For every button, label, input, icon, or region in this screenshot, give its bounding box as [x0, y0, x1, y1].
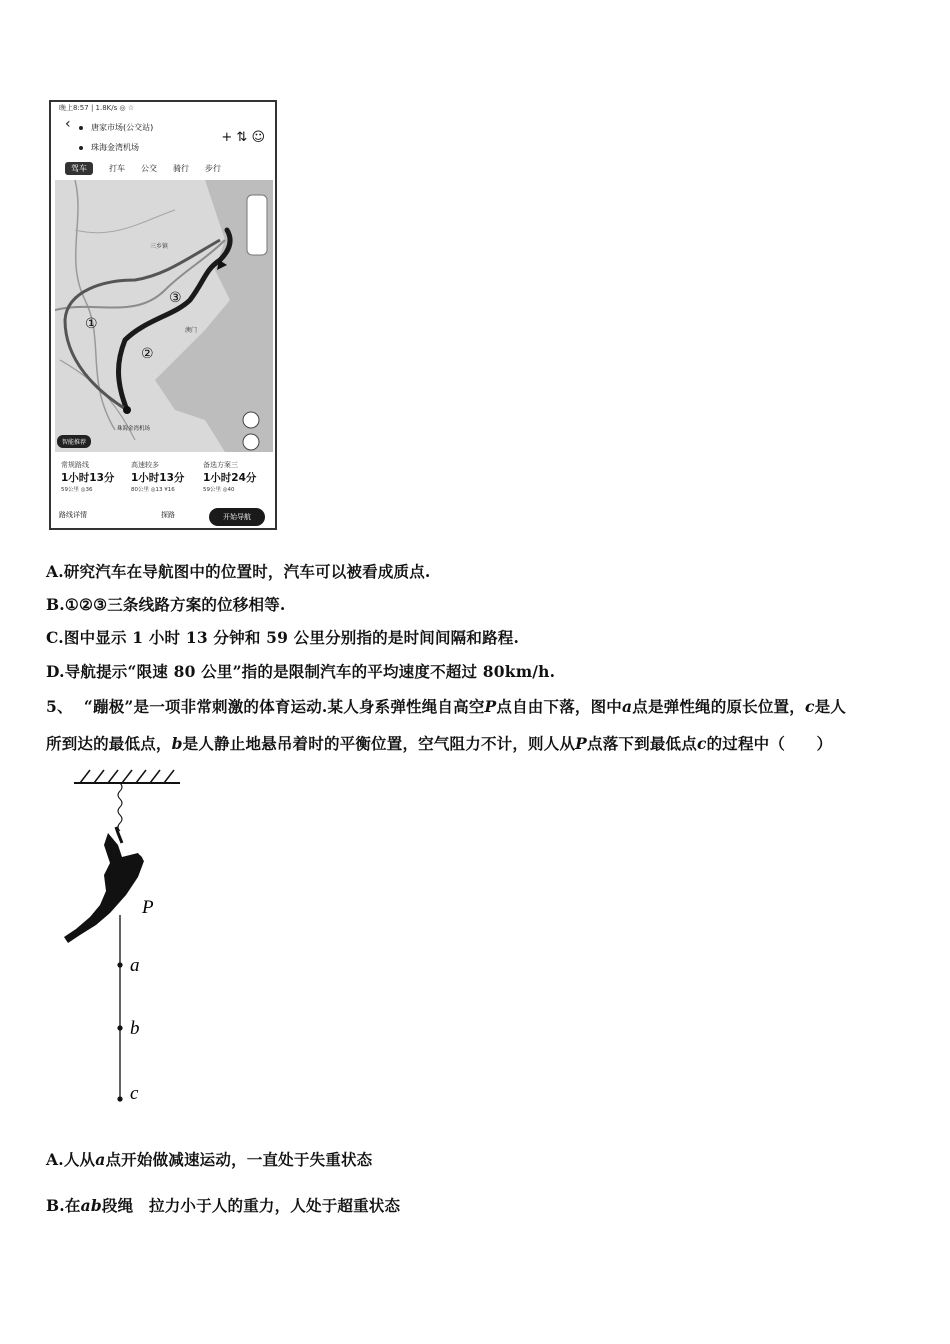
plan-meta: 59公里 ◎40	[203, 487, 235, 493]
map-label-airport: 珠海金湾机场	[117, 426, 151, 432]
answer-b: B.在ab段绳 拉力小于人的重力，人处于超重状态	[46, 1196, 401, 1215]
explore-link: 探路	[161, 511, 175, 519]
question-5-line-2: 所到达的最低点，b是人静止地悬吊着时的平衡位置，空气阻力不计，则人从P点落下到最低点c的过程中（ ）	[46, 734, 833, 753]
plan-meta: 80公里 ◎13 ¥16	[131, 487, 175, 493]
map-drawing	[55, 180, 273, 452]
route-1-marker: ①	[85, 316, 98, 332]
plan-1	[61, 460, 114, 493]
smart-recommend-badge: 智能推荐	[57, 435, 91, 448]
answer-a: A.人从a点开始做减速运动，一直处于失重状态	[46, 1150, 373, 1169]
destination-dot	[79, 146, 83, 150]
label-b: b	[130, 1018, 140, 1039]
route-3-marker: ③	[169, 290, 182, 306]
route-map	[55, 180, 273, 452]
plan-tag: 高速较多	[131, 461, 159, 469]
tab-bike: 骑行	[173, 164, 189, 173]
question-5-line-1: 5、 “蹦极”是一项非常刺激的体育运动.某人身系弹性绳自高空P点自由下落，图中a点是弹性绳的原长位置，c是人	[46, 697, 846, 716]
route-detail-link: 路线详情	[59, 511, 87, 519]
plan-tag: 备选方案三	[203, 461, 238, 469]
status-bar: 晚上8:57 | 1.8K/s ◎ ☆	[59, 104, 135, 112]
label-a: a	[130, 955, 140, 976]
label-c: c	[130, 1083, 139, 1104]
tab-walk: 步行	[205, 164, 221, 173]
route-2-marker: ②	[141, 346, 154, 362]
plan-duration: 1小时13分	[61, 472, 115, 484]
map-label-macau: 澳门	[185, 327, 198, 334]
plan-meta: 59公里 ◎36	[61, 487, 93, 493]
tab-taxi: 打车	[109, 164, 125, 173]
destination-label: 珠海金湾机场	[91, 143, 139, 152]
plan-duration: 1小时24分	[203, 472, 257, 484]
option-b: B.①②③三条线路方案的位移相等.	[46, 595, 286, 614]
route-tools-icon: + ⇅ ☺	[221, 130, 265, 145]
plan-3	[203, 460, 256, 493]
option-a: A.研究汽车在导航图中的位置时，汽车可以被看成质点.	[46, 562, 431, 581]
option-d: D.导航提示“限速 80 公里”指的是限制汽车的平均速度不超过 80km/h.	[46, 662, 556, 681]
navigation-screenshot	[49, 100, 277, 530]
map-label-town: 三乡镇	[150, 243, 169, 250]
plan-duration: 1小时13分	[131, 472, 185, 484]
label-P: P	[142, 897, 154, 918]
travel-mode-tabs	[65, 162, 265, 175]
plan-2	[131, 460, 184, 493]
bungee-figure	[60, 765, 200, 1115]
origin-label: 唐家市场(公交站)	[91, 123, 154, 132]
route-plans-panel	[51, 452, 275, 528]
plan-tag: 常规路线	[61, 461, 89, 469]
option-c: C.图中显示 1 小时 13 分钟和 59 公里分别指的是时间间隔和路程.	[46, 628, 520, 647]
origin-dot	[79, 126, 83, 130]
tab-bus: 公交	[141, 164, 157, 173]
tab-drive: 驾车	[65, 162, 93, 175]
start-navigation-button: 开始导航	[209, 508, 265, 526]
back-icon: ‹	[65, 116, 71, 132]
